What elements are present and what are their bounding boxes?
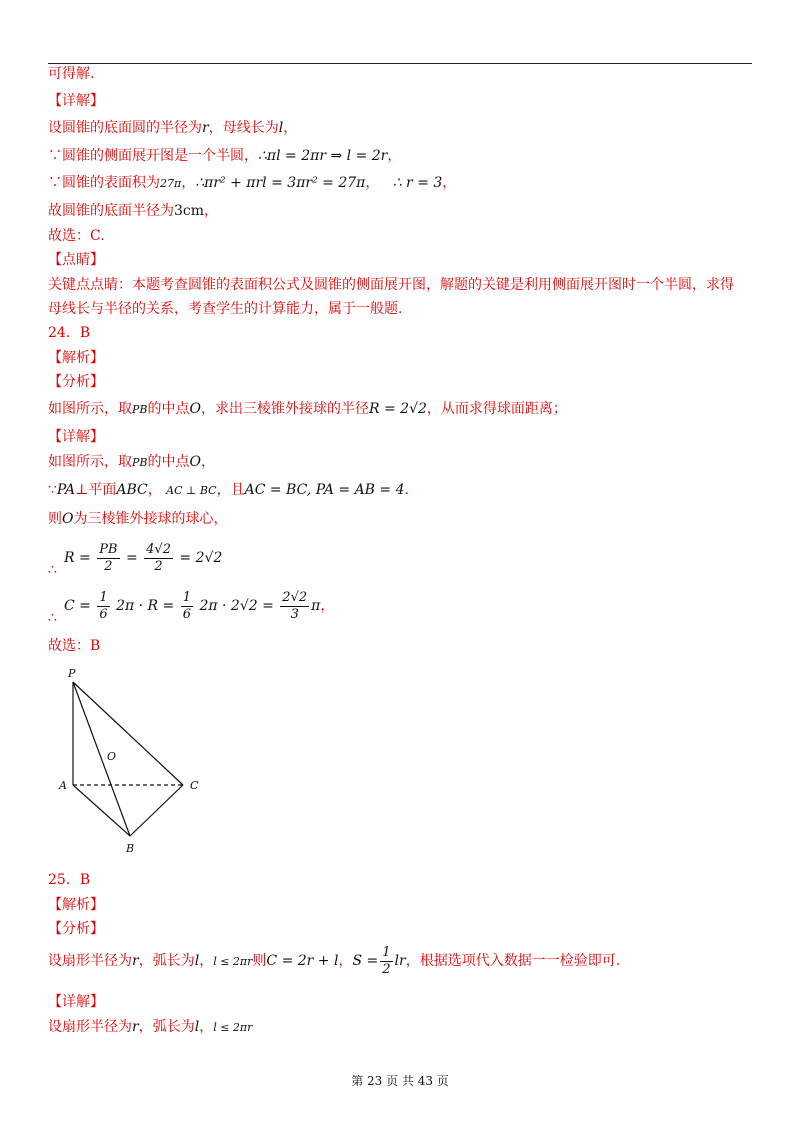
text: ， [387, 148, 402, 164]
text: ， [283, 120, 298, 136]
q24-analysis-tag: 【解析】 [48, 350, 104, 366]
vertex-label-p: P [68, 667, 76, 680]
q25-detail-line [48, 1017, 252, 1038]
result: = 2√2 [179, 550, 223, 566]
q23-answer: 故选：C. [48, 228, 105, 244]
lhs: C = [64, 598, 91, 614]
text: ∵圆锥的表面积为 [48, 175, 160, 191]
q24-fenxi-line [48, 399, 567, 420]
math: ABC [116, 482, 148, 498]
math: O [62, 511, 74, 527]
math: r [132, 1019, 139, 1035]
text: ，求出三棱锥外接球的半径 [200, 401, 369, 417]
text: 设圆锥的底面圆的半径为 [48, 120, 202, 136]
text: ，弧长为 [138, 953, 195, 969]
fraction [280, 590, 309, 623]
text: ，母线长为 [208, 120, 279, 136]
q23-detail-tag: 【详解】 [48, 93, 104, 109]
text: 故圆锥的底面半径为 [48, 203, 174, 219]
page-footer: 第 23 页 共 43 页 [351, 1074, 449, 1088]
therefore-sign: ∴ [48, 610, 57, 626]
math: R = 2√2 [368, 401, 427, 417]
fraction [380, 945, 392, 978]
q25-detail-tag: 【详解】 [48, 994, 104, 1010]
q23-line-2 [48, 146, 401, 166]
q24-fenxi-tag: 【分析】 [48, 374, 104, 390]
pyramid-figure [40, 660, 220, 860]
therefore-sign: ∴ [48, 562, 57, 578]
c-formula [64, 588, 334, 624]
numerator: 1 [182, 589, 192, 605]
tail: π [311, 598, 321, 614]
text: 设扇形半径为 [48, 953, 132, 969]
q24-detail-1 [48, 452, 215, 473]
point-label-o: O [107, 750, 117, 763]
math: C = 2r + l [266, 953, 339, 969]
text: 设扇形半径为 [48, 1019, 132, 1035]
text: ， [147, 482, 162, 498]
text: ，弧长为 [138, 1019, 195, 1035]
text: 则 [252, 953, 267, 969]
math: PA [56, 482, 76, 498]
math-l: l [278, 120, 284, 136]
q23-line-3 [48, 173, 456, 194]
math: l ≤ 2πr [213, 1021, 253, 1034]
q24-detail-2 [48, 480, 409, 501]
fraction [97, 590, 109, 623]
math: O [189, 454, 201, 470]
q25-analysis-tag: 【解析】 [48, 897, 104, 913]
q23-comment-1: 关键点点睛：本题考查圆锥的表面积公式及圆锥的侧面展开图，解题的关键是利用侧面展开图时一个半圆，求得 [48, 277, 734, 293]
vertex-label-c: C [190, 779, 199, 792]
q25-fenxi-line [48, 944, 620, 979]
text: ∵ [48, 482, 57, 498]
q23-comment-tag: 【点睛】 [48, 252, 104, 268]
math: S = [352, 953, 379, 969]
numerator: PB [99, 541, 118, 557]
math: lr [394, 953, 406, 969]
math: ∴ r = 3 [392, 175, 443, 191]
text: ，根据选项代入数据一一检验即可. [405, 953, 621, 969]
text: ， [204, 203, 219, 219]
text: ， [199, 953, 214, 969]
math: r [132, 953, 139, 969]
edge-pc [73, 682, 183, 785]
fraction [181, 590, 193, 623]
denominator: 2 [382, 961, 391, 977]
q24-detail-tag: 【详解】 [48, 429, 104, 445]
denominator: 2 [104, 558, 113, 574]
text: ， [181, 175, 196, 191]
text: ⊥平面 [75, 482, 117, 498]
denominator: 6 [99, 606, 108, 622]
q25-fenxi-tag: 【分析】 [48, 921, 104, 937]
text: ， [442, 175, 457, 191]
comma: ， [320, 598, 335, 614]
q24-answer: 故选：B [48, 638, 101, 654]
edge-pb [73, 682, 130, 836]
eq: = [125, 550, 138, 566]
fraction [97, 542, 119, 575]
denominator: 6 [182, 606, 192, 622]
math: l [194, 1019, 200, 1035]
edge-ab [73, 785, 130, 836]
q23-comment-2: 母线长与半径的关系，考查学生的计算能力，属于一般题. [48, 301, 403, 317]
q25-number: 25．B [48, 872, 91, 888]
text: . [404, 482, 409, 498]
text: ， [200, 454, 215, 470]
math: O [189, 401, 201, 417]
fraction [144, 542, 173, 575]
denominator: 3 [290, 606, 299, 622]
numerator: 4√2 [146, 541, 171, 557]
text: 为三棱锥外接球的球心， [73, 511, 228, 527]
q24-detail-3 [48, 509, 227, 529]
text: ， [338, 953, 353, 969]
text: ， [365, 175, 380, 191]
text: 则 [48, 511, 62, 527]
edge-bc [130, 785, 183, 836]
mid: 2π · 2√2 = [199, 598, 274, 614]
text: ，从而求得球面距离； [426, 401, 567, 417]
numerator: 1 [382, 944, 391, 960]
math: AC ⊥ BC [166, 484, 217, 497]
text: 的中点 [147, 454, 190, 470]
text: ∵圆锥的侧面展开图是一个半圆， [48, 148, 258, 164]
mid: 2π · R = [116, 598, 175, 614]
denominator: 2 [154, 558, 163, 574]
text: ，且 [216, 482, 245, 498]
text: 如图所示，取 [48, 401, 132, 417]
numerator: 1 [99, 589, 108, 605]
math: 3cm [174, 203, 205, 219]
r-formula [64, 540, 222, 576]
text: 的中点 [147, 401, 190, 417]
q23-line-1 [48, 118, 297, 138]
math: PB [132, 456, 148, 469]
math: ∴πl = 2πr ⇒ l = 2r [258, 148, 388, 164]
numerator: 2√2 [282, 589, 308, 605]
vertex-label-b: B [126, 842, 135, 855]
math: l [194, 953, 200, 969]
math: PB [132, 403, 148, 416]
vertex-label-a: A [59, 779, 67, 792]
math: 27π [160, 177, 182, 190]
intro-line: 可得解. [48, 66, 95, 82]
top-rule [48, 63, 752, 64]
lhs: R = [64, 550, 91, 566]
math: ∴πr² + πrl = 3πr² = 27π [195, 175, 366, 191]
math: l ≤ 2πr [213, 955, 253, 968]
q23-line-4 [48, 201, 218, 221]
text: ， [199, 1019, 214, 1035]
text: 如图所示，取 [48, 454, 132, 470]
math: AC = BC, PA = AB = 4 [244, 482, 405, 498]
q24-number: 24．B [48, 325, 91, 341]
math-r: r [202, 120, 209, 136]
